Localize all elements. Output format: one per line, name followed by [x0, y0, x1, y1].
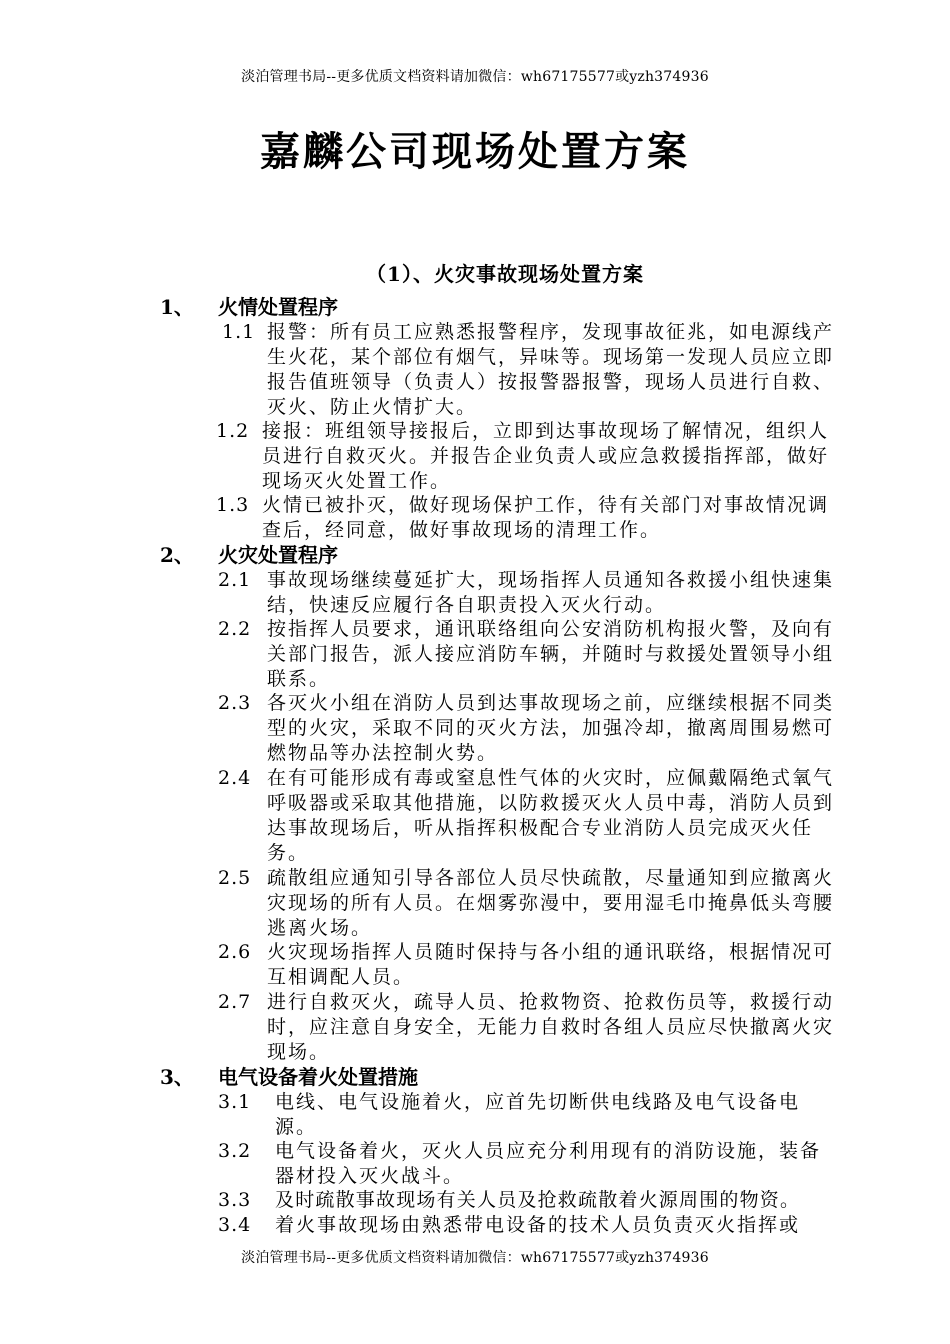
item-text: 报警：所有员工应熟悉报警程序，发现事故征兆，如电源线产生火花，某个部位有烟气，异味等。现场第一发现人员应立即报告值班领导（负责人）按报警器报警，现场人员进行自救、灭火、防止火情扩大。 — [267, 321, 835, 418]
item-text: 疏散组应通知引导各部位人员尽快疏散，尽量通知到应撤离火灾现场的所有人员。在烟雾弥漫中，要用湿毛巾掩鼻低头弯腰逃离火场。 — [267, 867, 835, 939]
list-item — [218, 990, 842, 1065]
section-title: 火情处置程序 — [218, 295, 338, 319]
list-item — [218, 766, 842, 866]
item-text: 着火事故现场由熟悉带电设备的技术人员负责灭火指挥或 — [275, 1214, 801, 1236]
section-title: 火灾处置程序 — [218, 543, 338, 567]
item-number: 2.4 — [218, 767, 252, 789]
item-number: 1.3 — [216, 494, 250, 516]
list-item — [218, 617, 842, 692]
item-number: 2.1 — [218, 569, 252, 591]
item-number: 3.3 — [218, 1189, 252, 1211]
item-text: 按指挥人员要求，通讯联络组向公安消防机构报火警，及向有关部门报告，派人接应消防车辆，并随时与救援处置领导小组联系。 — [267, 618, 835, 690]
section-heading — [160, 295, 560, 320]
item-text: 接报：班组领导接报后，立即到达事故现场了解情况，组织人员进行自救灭火。并报告企业负责人或应急救援指挥部，做好现场灭火处置工作。 — [262, 420, 830, 492]
list-item — [216, 493, 842, 543]
section-heading — [160, 1065, 560, 1090]
page-title: 嘉麟公司现场处置方案 — [260, 128, 690, 175]
list-item — [218, 1213, 842, 1238]
item-text: 火灾现场指挥人员随时保持与各小组的通讯联络，根据情况可互相调配人员。 — [267, 941, 835, 988]
item-text: 电线、电气设施着火，应首先切断供电线路及电气设备电源。 — [275, 1091, 801, 1138]
item-text: 在有可能形成有毒或窒息性气体的火灾时，应佩戴隔绝式氧气呼吸器或采取其他措施，以防救援灭火人员中毒，消防人员到达事故现场后，听从指挥积极配合专业消防人员完成灭火任务。 — [267, 767, 835, 864]
item-number: 3.4 — [218, 1214, 252, 1236]
item-number: 2.7 — [218, 991, 252, 1013]
footer-note: 淡泊管理书局--更多优质文档资料请加微信：wh67175577或yzh374936 — [241, 1250, 709, 1266]
section-number: 1、 — [160, 295, 194, 319]
item-text: 电气设备着火，灭火人员应充分利用现有的消防设施，装备器材投入灭火战斗。 — [275, 1140, 822, 1187]
item-number: 3.1 — [218, 1091, 252, 1113]
list-item — [218, 568, 842, 618]
item-text: 各灭火小组在消防人员到达事故现场之前，应继续根据不同类型的火灾，采取不同的灭火方法，加强冷却，撤离周围易燃可燃物品等办法控制火势。 — [267, 692, 835, 764]
list-item — [218, 866, 842, 941]
item-number: 2.3 — [218, 692, 252, 714]
header-note: 淡泊管理书局--更多优质文档资料请加微信：wh67175577或yzh374936 — [241, 69, 709, 85]
section-title: 电气设备着火处置措施 — [218, 1065, 418, 1089]
section-number: 2、 — [160, 543, 194, 567]
item-text: 火情已被扑灭，做好现场保护工作，待有关部门对事故情况调查后，经同意，做好事故现场的清理工作。 — [262, 494, 830, 541]
item-number: 2.2 — [218, 618, 252, 640]
list-item — [222, 320, 842, 420]
list-item — [218, 691, 842, 766]
list-item — [218, 940, 842, 990]
item-text: 事故现场继续蔓延扩大，现场指挥人员通知各救援小组快速集结，快速反应履行各自职责投入灭火行动。 — [267, 569, 835, 616]
section-heading — [160, 543, 560, 568]
item-number: 3.2 — [218, 1140, 252, 1162]
list-item — [218, 1090, 842, 1140]
section-subtitle: （1）、火灾事故现场处置方案 — [366, 262, 644, 286]
item-number: 1.2 — [216, 420, 250, 442]
item-number: 2.6 — [218, 941, 252, 963]
list-item — [216, 419, 842, 494]
item-number: 2.5 — [218, 867, 252, 889]
list-item — [218, 1139, 842, 1189]
list-item — [218, 1188, 858, 1213]
item-number: 1.1 — [222, 321, 256, 343]
item-text: 及时疏散事故现场有关人员及抢救疏散着火源周围的物资。 — [275, 1189, 801, 1211]
section-number: 3、 — [160, 1065, 194, 1089]
item-text: 进行自救灭火，疏导人员、抢救物资、抢救伤员等，救援行动时，应注意自身安全，无能力自救时各组人员应尽快撤离火灾现场。 — [267, 991, 835, 1063]
